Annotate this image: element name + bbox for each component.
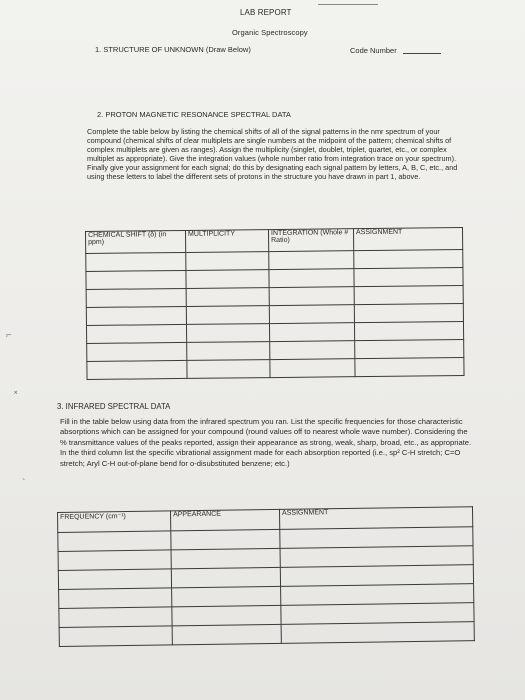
nmr-header-shift: CHEMICAL SHIFT (δ) (in ppm) — [86, 230, 186, 253]
margin-pencil-mark: ⌐ — [6, 330, 12, 341]
ir-data-table — [57, 506, 475, 647]
page-subtitle: Organic Spectroscopy — [232, 28, 308, 37]
nmr-header-multiplicity: MULTIPLICITY — [185, 230, 268, 253]
ir-header-assignment: ASSIGNMENT — [279, 507, 472, 530]
nmr-header-assignment: ASSIGNMENT — [353, 228, 462, 251]
code-number-field[interactable] — [403, 53, 441, 54]
top-edge-line — [318, 4, 378, 5]
ir-header-appearance: APPEARANCE — [170, 509, 279, 531]
code-number-label: Code Number — [350, 46, 397, 55]
nmr-data-table — [85, 227, 465, 380]
nmr-header-integration: INTEGRATION (Whole # Ratio) — [268, 229, 353, 252]
ir-header-frequency: FREQUENCY (cm⁻¹) — [58, 511, 171, 533]
section3-heading: 3. INFRARED SPECTRAL DATA — [57, 402, 171, 411]
margin-pencil-mark: ˟ — [14, 390, 18, 401]
section1-heading: 1. STRUCTURE OF UNKNOWN (Draw Below) — [95, 45, 251, 54]
section2-heading: 2. PROTON MAGNETIC RESONANCE SPECTRAL DATA — [97, 110, 291, 119]
page-title: LAB REPORT — [240, 8, 292, 17]
margin-pencil-mark: ` — [22, 478, 26, 489]
nmr-row[interactable] — [87, 358, 464, 380]
section2-instructions: Complete the table below by listing the chemical shifts of all of the signal patterns in the nmr spectrum of your compound (chemical shifts of clear multiplets are single numbers at the midpoint of the pattern; chemical shifts of complex multiplets are given as ranges). Assign the multiplicity (singlet, doublet, triplet, quartet, etc., or complex multiplet as appropriate). Give the integration values (whole number ratio from integration trace on your spectrum). Finally give your assignment for each signal; do this by designating each signal pattern by letters, A, B, C, etc., and using these letters to label the different sets of protons in the structure you have drawn in part 1, above. — [87, 127, 458, 181]
section3-instructions: Fill in the table below using data from the infrared spectrum you ran. List the specific frequencies for those characteristic absorptions which can be assigned for your compound (round values off to nearest whole wave number). Considering the % transmittance values of the peaks reported, assign their appearance as strong, weak, sharp, broad, etc., as appropriate. In the third column list the specific vibrational assignment made for each absorption reported (i.e., sp² C-H stretch; C=O stretch; Aryl C-H out-of-plane bend for o-disubstituted benzene; etc.) — [60, 417, 472, 468]
